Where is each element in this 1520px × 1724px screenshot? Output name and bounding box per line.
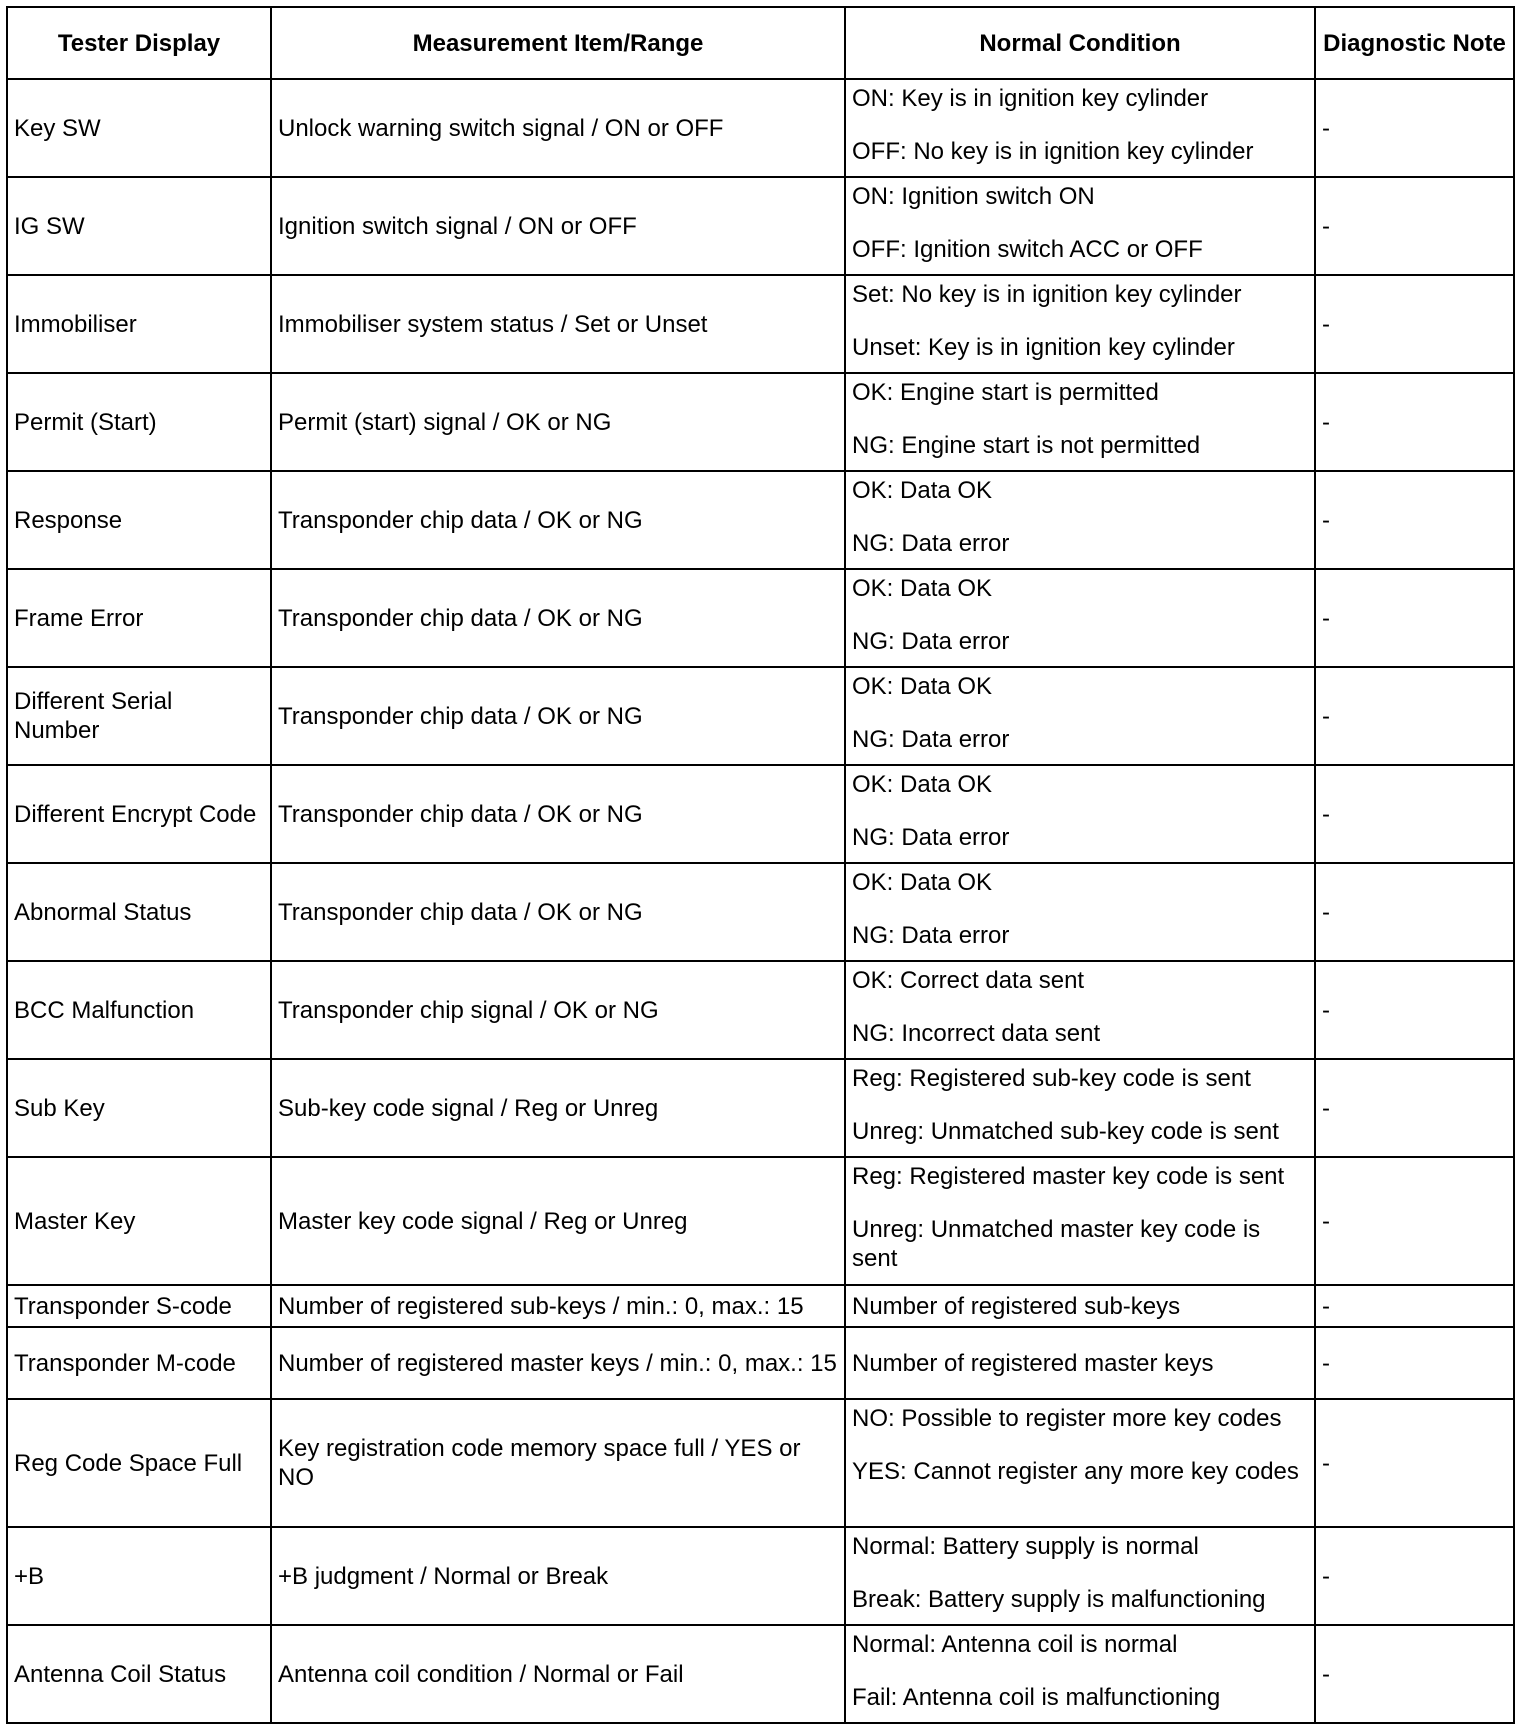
table-row [7,765,1514,863]
table-row [7,373,1514,471]
table-row [7,1399,1514,1527]
table-row [7,275,1514,373]
measurement-item-cell: Permit (start) signal / OK or NG [271,373,845,471]
diagnostic-note-cell: - [1315,373,1514,471]
condition-line: Break: Battery supply is malfunctioning [852,1586,1266,1613]
normal-condition-cell [845,177,1315,275]
condition-line: OFF: No key is in ignition key cylinder [852,138,1254,165]
tester-display-cell: Permit (Start) [7,373,271,471]
measurement-item-cell: Transponder chip data / OK or NG [271,471,845,569]
normal-condition-cell [845,1157,1315,1285]
condition-line: NG: Engine start is not permitted [852,432,1201,459]
condition-line: Unreg: Unmatched sub-key code is sent [852,1118,1279,1145]
condition-line: OK: Data OK [852,575,993,602]
tester-display-cell: Transponder S-code [7,1285,271,1327]
measurement-item-cell: Transponder chip data / OK or NG [271,667,845,765]
tester-display-cell: IG SW [7,177,271,275]
condition-line: OK: Engine start is permitted [852,379,1159,406]
measurement-item-cell: Unlock warning switch signal / ON or OFF [271,79,845,177]
condition-line: Set: No key is in ignition key cylinder [852,281,1242,308]
tester-display-cell: +B [7,1527,271,1625]
condition-line: Reg: Registered sub-key code is sent [852,1065,1251,1092]
condition-line: OK: Data OK [852,673,993,700]
condition-line: OK: Correct data sent [852,967,1085,994]
diagnostic-note-cell: - [1315,569,1514,667]
normal-condition-cell [845,667,1315,765]
normal-condition-cell [845,373,1315,471]
tester-display-cell: Reg Code Space Full [7,1399,271,1527]
condition-line: Normal: Antenna coil is normal [852,1631,1178,1658]
tester-display-cell: Immobiliser [7,275,271,373]
tester-display-cell: Antenna Coil Status [7,1625,271,1723]
tester-display-cell: Frame Error [7,569,271,667]
normal-condition-cell [845,569,1315,667]
tester-display-cell: Different Serial Number [7,667,271,765]
measurement-item-cell: Transponder chip data / OK or NG [271,863,845,961]
diagnostic-note-cell: - [1315,177,1514,275]
tester-display-cell: BCC Malfunction [7,961,271,1059]
diagnostic-note-cell: - [1315,1059,1514,1157]
diagnostic-note-cell: - [1315,79,1514,177]
condition-line: NG: Data error [852,628,1010,655]
table-row [7,177,1514,275]
header-row [7,7,1514,79]
normal-condition-cell: Number of registered sub-keys [845,1285,1315,1327]
condition-line: OFF: Ignition switch ACC or OFF [852,236,1203,263]
normal-condition-cell [845,1527,1315,1625]
measurement-item-cell: Immobiliser system status / Set or Unset [271,275,845,373]
normal-condition-cell [845,1399,1315,1527]
normal-condition-cell: Number of registered master keys [845,1327,1315,1399]
table-row [7,1059,1514,1157]
header-normal-condition: Normal Condition [845,7,1315,79]
table-row [7,1327,1514,1399]
diagnostic-note-cell: - [1315,1327,1514,1399]
tester-display-cell: Abnormal Status [7,863,271,961]
normal-condition-cell [845,471,1315,569]
condition-line: OK: Data OK [852,771,993,798]
table-row [7,1625,1514,1723]
diagnostic-note-cell: - [1315,1157,1514,1285]
measurement-item-cell: Ignition switch signal / ON or OFF [271,177,845,275]
measurement-item-cell: Master key code signal / Reg or Unreg [271,1157,845,1285]
table-row [7,863,1514,961]
header-tester-display: Tester Display [7,7,271,79]
tester-display-cell: Different Encrypt Code [7,765,271,863]
condition-line: NO: Possible to register more key codes [852,1405,1282,1432]
tester-display-cell: Key SW [7,79,271,177]
table-row [7,961,1514,1059]
table-row [7,667,1514,765]
condition-line: OK: Data OK [852,869,993,896]
measurement-item-cell: +B judgment / Normal or Break [271,1527,845,1625]
normal-condition-cell [845,863,1315,961]
diagnostic-note-cell: - [1315,863,1514,961]
table-row [7,471,1514,569]
measurement-item-cell: Transponder chip data / OK or NG [271,569,845,667]
normal-condition-cell [845,1059,1315,1157]
diagnostic-note-cell: - [1315,1625,1514,1723]
table-row [7,569,1514,667]
measurement-item-cell: Sub-key code signal / Reg or Unreg [271,1059,845,1157]
diagnostic-note-cell: - [1315,961,1514,1059]
tester-display-cell: Sub Key [7,1059,271,1157]
measurement-item-cell: Transponder chip signal / OK or NG [271,961,845,1059]
condition-line: ON: Key is in ignition key cylinder [852,85,1209,112]
tester-display-cell: Response [7,471,271,569]
diagnostic-note-cell: - [1315,1285,1514,1327]
condition-line: NG: Incorrect data sent [852,1020,1101,1047]
table-row [7,1157,1514,1285]
diagnostic-note-cell: - [1315,275,1514,373]
diagnostic-note-cell: - [1315,765,1514,863]
condition-line: YES: Cannot register any more key codes [852,1458,1299,1485]
data-table [6,6,1515,1724]
header-measurement-item: Measurement Item/Range [271,7,845,79]
condition-line: Normal: Battery supply is normal [852,1533,1199,1560]
condition-line: ON: Ignition switch ON [852,183,1095,210]
table-row [7,79,1514,177]
condition-line: Unreg: Unmatched master key code is sent [852,1216,1261,1272]
measurement-item-cell: Key registration code memory space full / YES or NO [271,1399,845,1527]
condition-line: OK: Data OK [852,477,993,504]
measurement-item-cell: Antenna coil condition / Normal or Fail [271,1625,845,1723]
table-row [7,1285,1514,1327]
normal-condition-cell [845,79,1315,177]
diagnostic-note-cell: - [1315,1527,1514,1625]
tester-display-cell: Transponder M-code [7,1327,271,1399]
condition-line: Unset: Key is in ignition key cylinder [852,334,1235,361]
measurement-item-cell: Transponder chip data / OK or NG [271,765,845,863]
condition-line: NG: Data error [852,530,1010,557]
condition-line: Reg: Registered master key code is sent [852,1163,1285,1190]
normal-condition-cell [845,765,1315,863]
condition-line: NG: Data error [852,922,1010,949]
measurement-item-cell: Number of registered sub-keys / min.: 0, max.: 15 [271,1285,845,1327]
diagnostic-note-cell: - [1315,471,1514,569]
table-row [7,1527,1514,1625]
measurement-item-cell: Number of registered master keys / min.: 0, max.: 15 [271,1327,845,1399]
condition-line: NG: Data error [852,824,1010,851]
normal-condition-cell [845,1625,1315,1723]
normal-condition-cell [845,275,1315,373]
tester-display-cell: Master Key [7,1157,271,1285]
normal-condition-cell [845,961,1315,1059]
condition-line: Fail: Antenna coil is malfunctioning [852,1684,1221,1711]
condition-line: NG: Data error [852,726,1010,753]
diagnostic-note-cell: - [1315,667,1514,765]
header-diagnostic-note: Diagnostic Note [1315,7,1514,79]
diagnostic-note-cell: - [1315,1399,1514,1527]
